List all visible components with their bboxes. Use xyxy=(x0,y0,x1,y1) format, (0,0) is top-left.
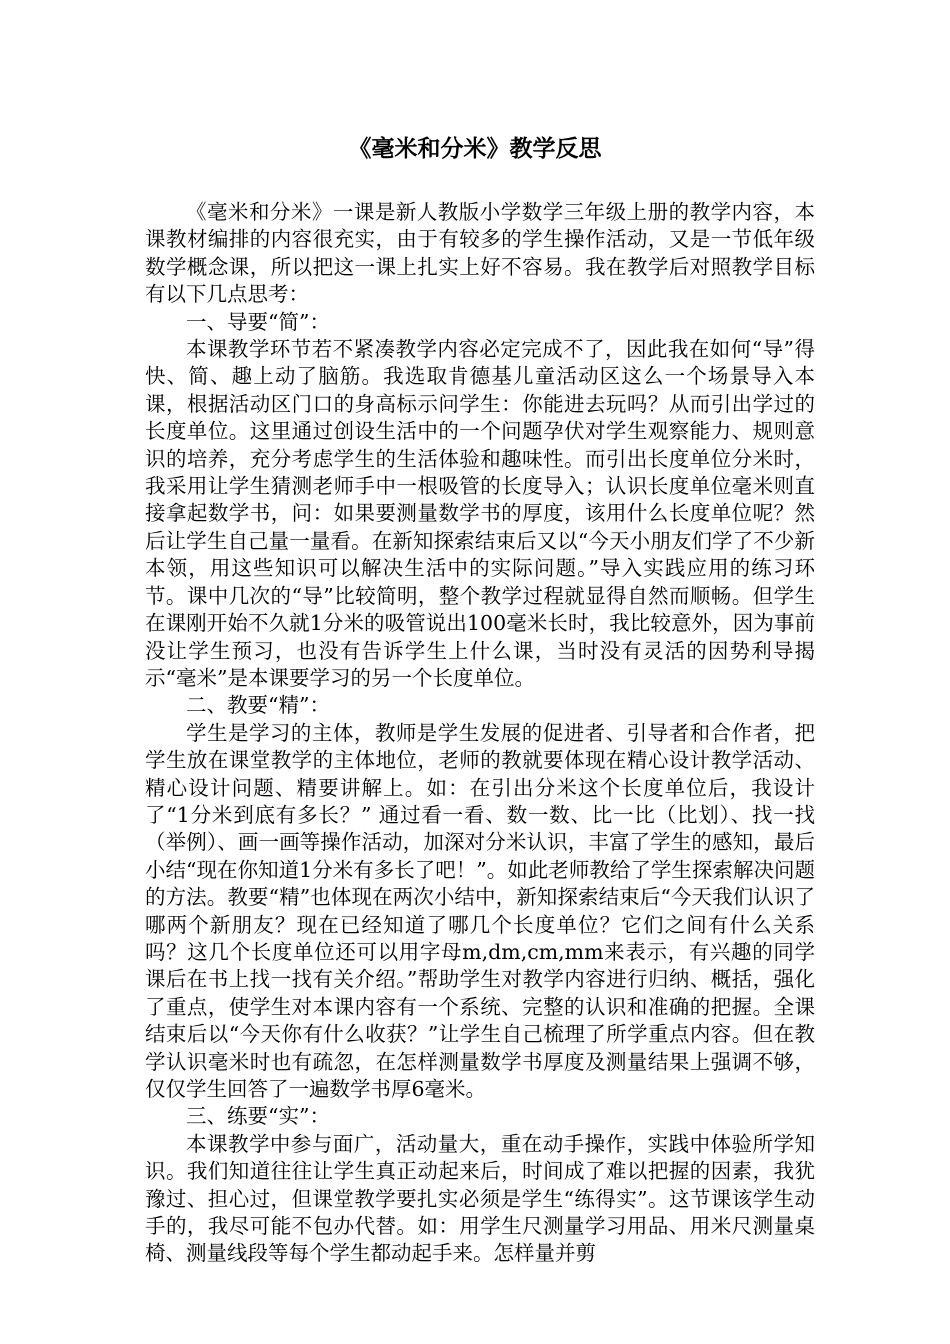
section-3-heading: 三、练要“实”： xyxy=(186,1104,330,1129)
document-body xyxy=(145,199,815,1268)
intro-paragraph: 《毫米和分米》一课是新人教版小学数学三年级上册的教学内容，本课教材编排的内容很充实，由于有较多的学生操作活动，又是一节低年级数学概念课，所以把这一课上扎实上好不容易。我在教学后对照教学目标有以下几点思考： xyxy=(145,200,815,307)
section-3-paragraph: 本课教学中参与面广，活动量大，重在动手操作，实践中体验所学知识。我们知道往往让学生真正动起来后，时间成了难以把握的因素，我犹豫过、担心过，但课堂教学要扎实必须是学生“练得实”。这节课该学生动手的，我尽可能不包办代替。如：用学生尺测量学习用品、用米尺测量桌椅、测量线段等每个学生都动起手来。怎样量并剪 xyxy=(145,1131,815,1266)
section-1-heading: 一、导要“简”： xyxy=(186,309,330,334)
section-2-paragraph: 学生是学习的主体，教师是学生发展的促进者、引导者和合作者，把学生放在课堂教学的主体地位，老师的教就要体现在精心设计教学活动、精心设计问题、精要讲解上。如：在引出分米这个长度单位后，我设计了“1分米到底有多长？” 通过看一看、数一数、比一比（比划）、找一找（举例）、画一画等操作活动，加深对分米认识，丰富了学生的感知，最后小结“现在你知道1分米有多长了吧！”。如此老师教给了学生探索解决问题的方法。教要“精”也体现在两次小结中，新知探索结束后“今天我们认识了哪两个新朋友？现在已经知道了哪几个长度单位？它们之间有什么关系吗？这几个长度单位还可以用字母m,dm,cm,mm来表示，有兴趣的同学课后在书上找一找有关介绍。”帮助学生对教学内容进行归纳、概括，强化了重点，使学生对本课内容有一个系统、完整的认识和准确的把握。全课结束后以“今天你有什么收获？”让学生自己梳理了所学重点内容。但在教学认识毫米时也有疏忽，在怎样测量数学书厚度及测量结果上强调不够，仅仅学生回答了一遍数学书厚6毫米。 xyxy=(145,720,815,1101)
section-2-heading: 二、教要“精”： xyxy=(186,693,330,718)
document-title: 《毫米和分米》教学反思 xyxy=(348,136,602,162)
section-1-paragraph: 本课教学环节若不紧凑教学内容必定完成不了，因此我在如何“导”得快、简、趣上动了脑筋。我选取肯德基儿童活动区这么一个场景导入本课，根据活动区门口的身高标示问学生：你能进去玩吗？从而引出学过的长度单位。这里通过创设生活中的一个问题孕伏对学生观察能力、规则意识的培养，充分考虑学生的生活体验和趣味性。而引出长度单位分米时，我采用让学生猜测老师手中一根吸管的长度导入；认识长度单位毫米则直接拿起数学书，问：如果要测量数学书的厚度，该用什么长度单位呢？然后让学生自己量一量看。在新知探索结束后又以“今天小朋友们学了不少新本领，用这些知识可以解决生活中的实际问题。”导入实践应用的练习环节。课中几次的“导”比较简明，整个教学过程就显得自然而顺畅。但学生在课刚开始不久就1分米的吸管说出100毫米长时，我比较意外，因为事前没让学生预习，也没有告诉学生上什么课，当时没有灵活的因势利导揭示“毫米”是本课要学习的另一个长度单位。 xyxy=(145,337,815,690)
